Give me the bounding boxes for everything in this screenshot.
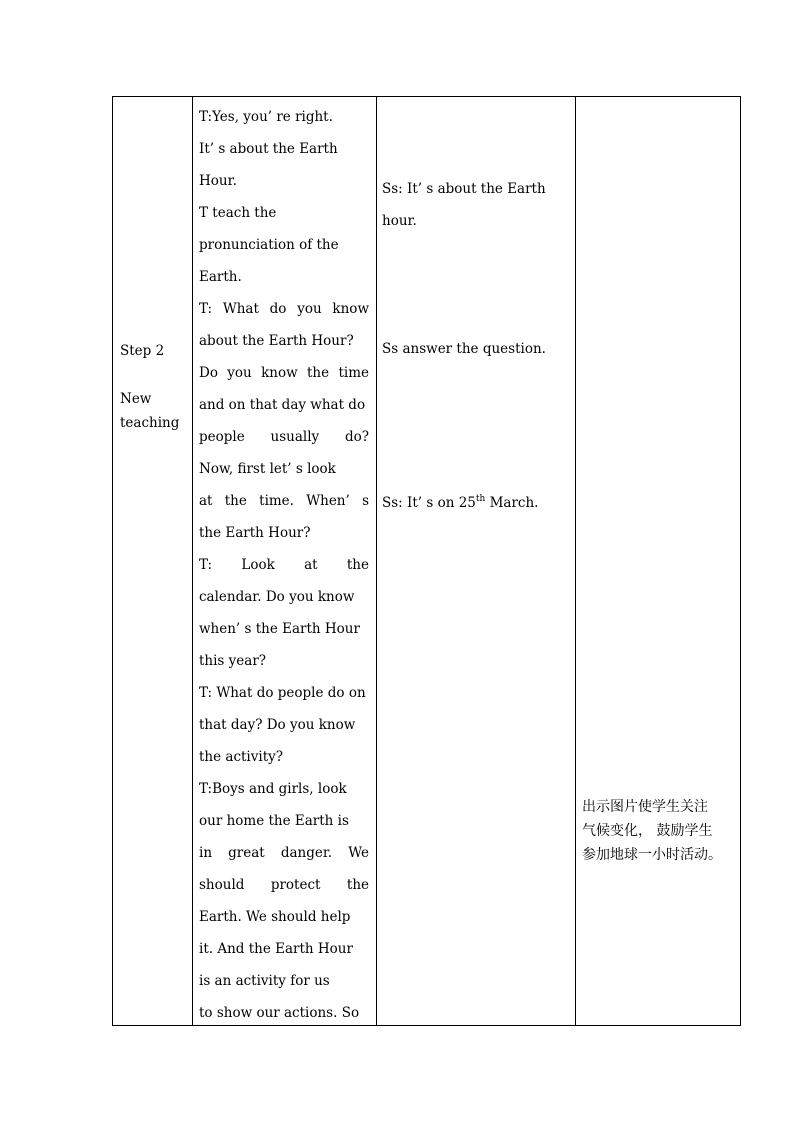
- teacher-activity-column: [193, 97, 377, 1025]
- teacher-line: calendar. Do you know: [199, 589, 355, 605]
- teacher-line: T teach the: [199, 205, 277, 221]
- teacher-line: to show our actions. So: [199, 1005, 360, 1021]
- teacher-line: T: What do people do on: [199, 685, 366, 701]
- student-response-3: [382, 487, 574, 519]
- teacher-line: that day? Do you know: [199, 717, 356, 733]
- step-number: Step 2: [120, 343, 165, 359]
- lesson-plan-table: [112, 96, 741, 1026]
- teacher-line: at the time. When’ s: [199, 493, 369, 509]
- student-response-1-line2: hour.: [382, 213, 417, 229]
- teacher-line: should protect the: [199, 877, 369, 893]
- teacher-line: Do you know the time: [199, 365, 369, 381]
- teacher-line: it. And the Earth Hour: [199, 941, 353, 957]
- teacher-line: T: What do you know: [199, 301, 369, 317]
- purpose-line: 参加地球一小时活动。: [582, 847, 722, 863]
- step-title-line2: teaching: [120, 415, 180, 431]
- teacher-line: this year?: [199, 653, 267, 669]
- purpose-line: 出示图片使学生关注: [582, 799, 708, 815]
- teacher-line: T:Yes, you’ re right.: [199, 109, 333, 125]
- student-activity-column: [377, 97, 576, 1025]
- teacher-line: T: Look at the: [199, 557, 369, 573]
- teacher-line: Now, first let’ s look: [199, 461, 336, 477]
- design-purpose-column: [576, 97, 740, 1025]
- student-response-3-suffix: March.: [485, 495, 539, 511]
- teacher-line: people usually do?: [199, 429, 369, 445]
- teacher-line: the Earth Hour?: [199, 525, 311, 541]
- teacher-line: Earth.: [199, 269, 242, 285]
- teacher-line: about the Earth Hour?: [199, 333, 354, 349]
- teacher-line: pronunciation of the: [199, 237, 339, 253]
- teacher-line: is an activity for us: [199, 973, 330, 989]
- purpose-line: 气候变化， 鼓励学生: [582, 823, 713, 839]
- step-title-line1: New: [120, 391, 152, 407]
- student-response-3-prefix: Ss: It’ s on 25: [382, 495, 476, 511]
- teacher-line: in great danger. We: [199, 845, 369, 861]
- teacher-line: T:Boys and girls, look: [199, 781, 347, 797]
- teacher-line: Hour.: [199, 173, 237, 189]
- student-response-2: Ss answer the question.: [382, 341, 546, 357]
- student-response-1-line1: Ss: It’ s about the Earth: [382, 181, 546, 197]
- teacher-line: when’ s the Earth Hour: [199, 621, 360, 637]
- teacher-line: and on that day what do: [199, 397, 366, 413]
- step-column: [113, 97, 193, 1025]
- teacher-line: Earth. We should help: [199, 909, 351, 925]
- teacher-line: our home the Earth is: [199, 813, 349, 829]
- teacher-line: the activity?: [199, 749, 283, 765]
- superscript-th: th: [475, 494, 486, 504]
- teacher-line: It’ s about the Earth: [199, 141, 338, 157]
